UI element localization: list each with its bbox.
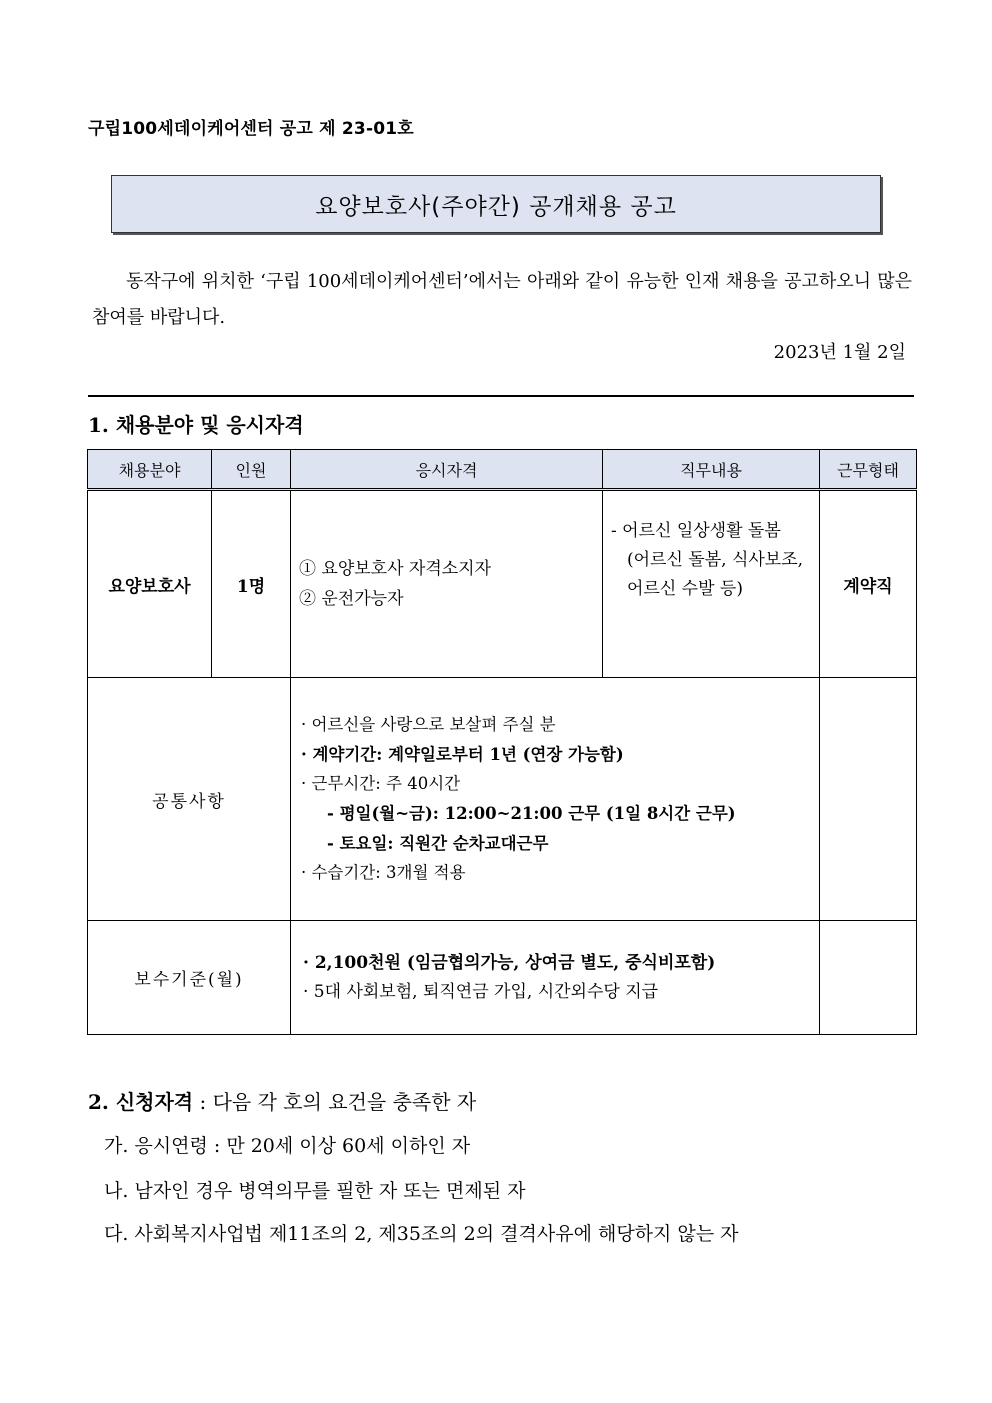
common-details bbox=[291, 678, 820, 921]
header-duties: 직무내용 bbox=[603, 450, 820, 490]
duties-cell bbox=[603, 490, 820, 678]
common-line: - 토요일: 직원간 순차교대근무 bbox=[327, 833, 549, 853]
criteria-item: 다. 사회복지사업법 제11조의 2, 제35조의 2의 결격사유에 해당하지 않는 자 bbox=[104, 1223, 739, 1245]
header-work-type: 근무형태 bbox=[820, 450, 917, 490]
header-qualifications: 응시자격 bbox=[291, 450, 603, 490]
section2-heading bbox=[88, 1086, 476, 1115]
criteria-item: 나. 남자인 경우 병역의무를 필한 자 또는 면제된 자 bbox=[104, 1180, 526, 1202]
table-row bbox=[88, 490, 917, 678]
count-cell: 1명 bbox=[212, 490, 291, 678]
notice-date: 2023년 1월 2일 bbox=[773, 342, 906, 363]
section1-heading: 1. 채용분야 및 응시자격 bbox=[88, 413, 304, 437]
title-box bbox=[111, 175, 881, 233]
empty-cell bbox=[820, 678, 917, 921]
qualifications-cell bbox=[291, 490, 603, 678]
intro-paragraph: 동작구에 위치한 ‘구립 100세데이케어센터’에서는 아래와 같이 유능한 인재 채용을 공고하오니 많은 참여를 바랍니다. bbox=[92, 271, 912, 328]
pay-details bbox=[291, 921, 820, 1035]
criteria-item: 가. 응시연령 : 만 20세 이상 60세 이하인 자 bbox=[104, 1135, 471, 1157]
table-row bbox=[88, 678, 917, 921]
table-row bbox=[88, 921, 917, 1035]
header-field: 채용분야 bbox=[88, 450, 212, 490]
common-line: · 근무시간: 주 40시간 bbox=[301, 774, 461, 794]
recruitment-table bbox=[87, 449, 917, 1035]
empty-cell bbox=[820, 921, 917, 1035]
duty-line: - 어르신 일상생활 돌봄 bbox=[611, 521, 781, 541]
common-line: · 수습기간: 3개월 적용 bbox=[301, 863, 466, 883]
common-label: 공통사항 bbox=[88, 678, 291, 921]
pay-label: 보수기준(월) bbox=[88, 921, 291, 1035]
duty-line: 어르신 수발 등) bbox=[627, 579, 743, 599]
section2-label: 2. 신청자격 bbox=[88, 1090, 194, 1114]
section2-text: : 다음 각 호의 요건을 충족한 자 bbox=[193, 1090, 477, 1114]
notice-number: 구립100세데이케어센터 공고 제 23-01호 bbox=[88, 119, 414, 139]
pay-line: · 2,100천원 (임금협의가능, 상여금 별도, 중식비포함) bbox=[303, 952, 716, 973]
common-line: · 어르신을 사랑으로 보살펴 주실 분 bbox=[301, 715, 556, 735]
qualification-item: ② 운전가능자 bbox=[299, 589, 404, 609]
divider bbox=[88, 395, 914, 397]
common-line: · 계약기간: 계약일로부터 1년 (연장 가능함) bbox=[301, 744, 624, 764]
pay-line: · 5대 사회보험, 퇴직연금 가입, 시간외수당 지급 bbox=[303, 981, 659, 1002]
page-title: 요양보호사(주야간) 공개채용 공고 bbox=[315, 193, 677, 220]
table-header-row bbox=[88, 450, 917, 490]
duty-line: (어르신 돌봄, 식사보조, bbox=[627, 550, 804, 570]
common-line: - 평일(월~금): 12:00~21:00 근무 (1일 8시간 근무) bbox=[327, 804, 736, 823]
field-cell: 요양보호사 bbox=[88, 490, 212, 678]
header-count: 인원 bbox=[212, 450, 291, 490]
qualification-item: ① 요양보호사 자격소지자 bbox=[299, 559, 492, 579]
work-type-cell: 계약직 bbox=[820, 490, 917, 678]
